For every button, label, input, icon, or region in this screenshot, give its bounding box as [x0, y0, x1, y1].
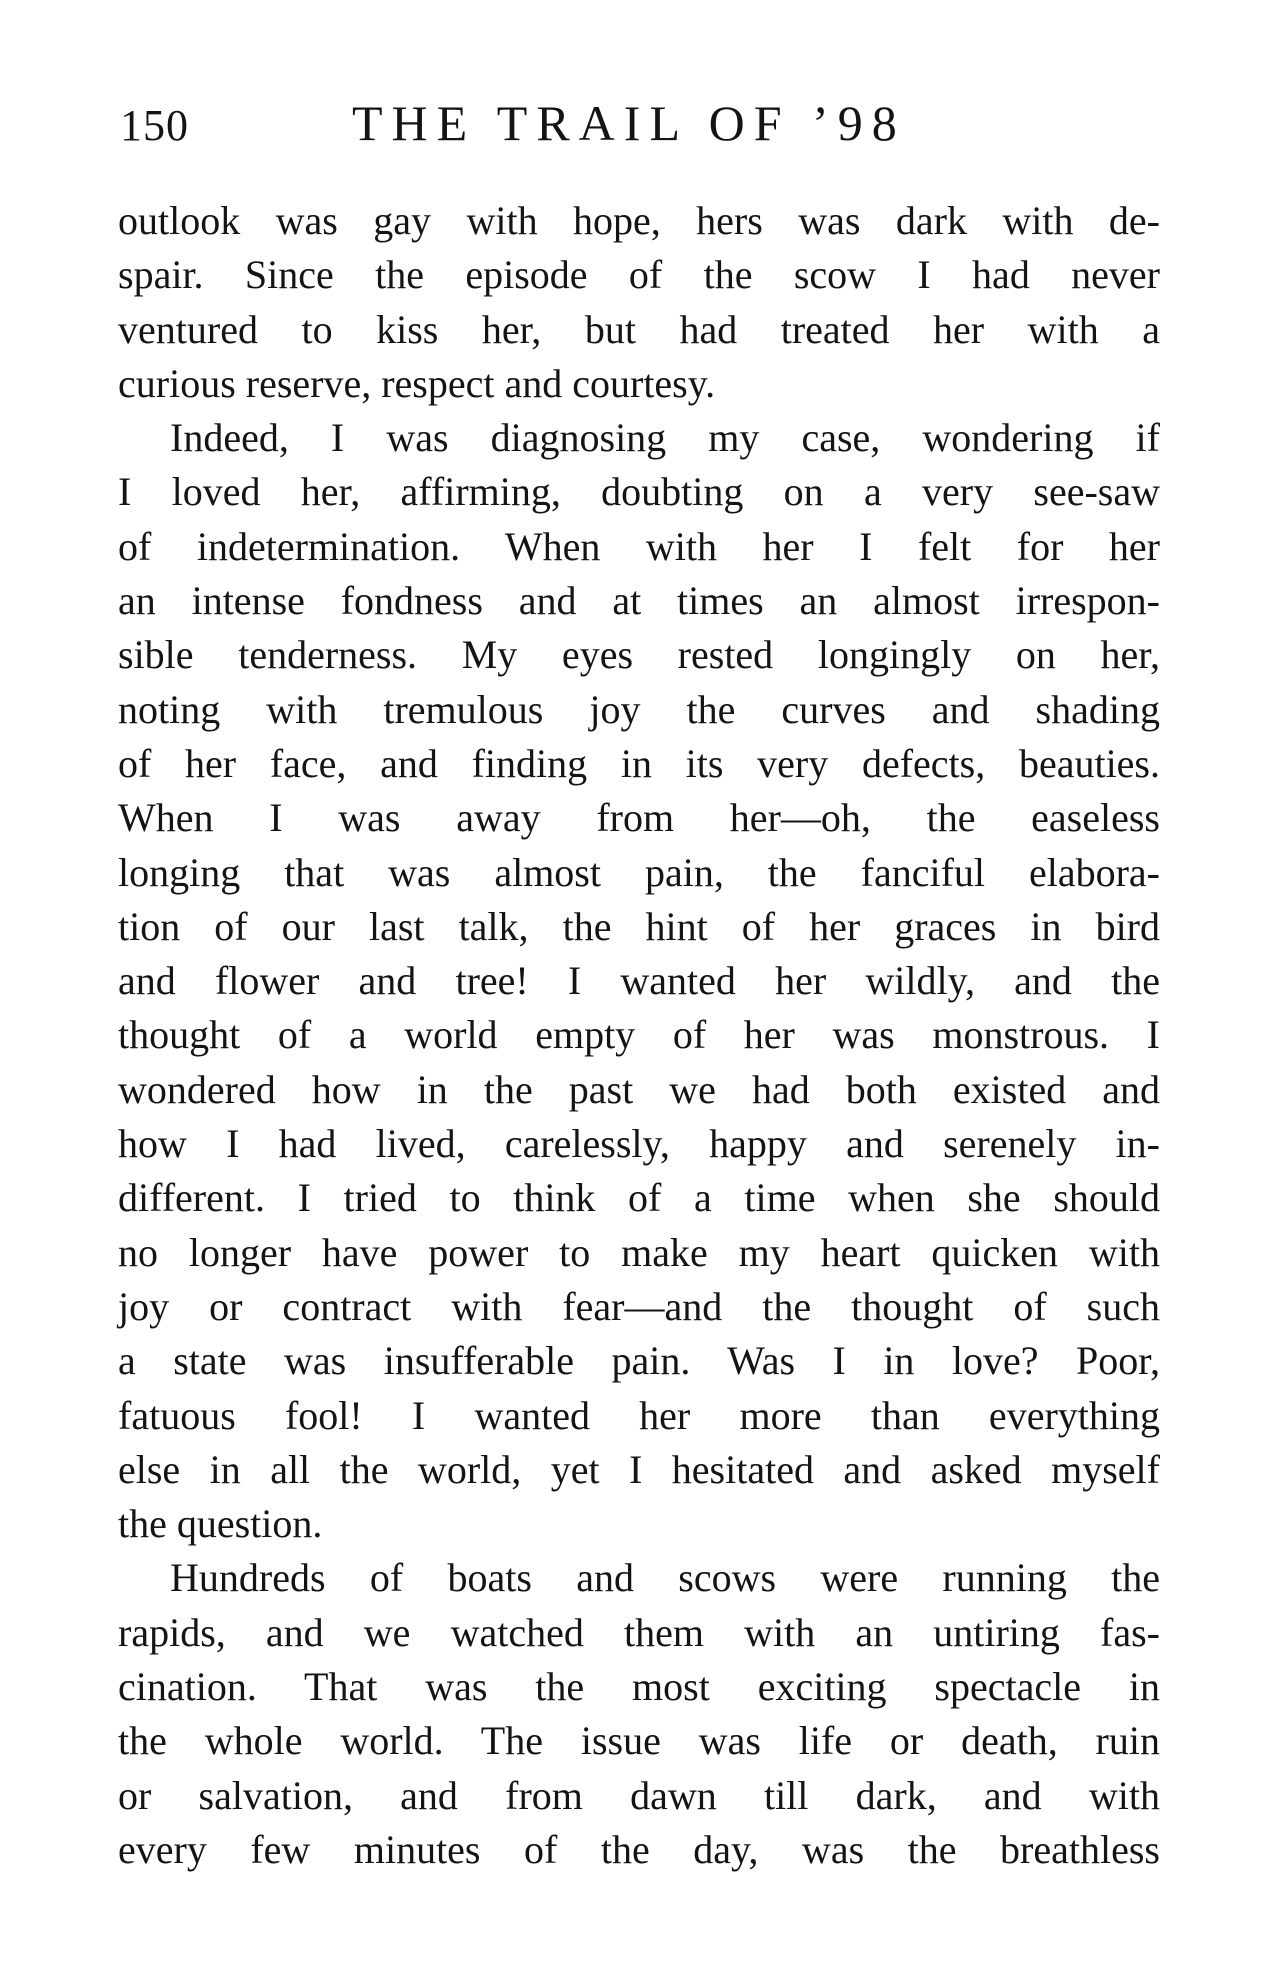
text-line: I loved her, affirming, doubting on a very see-saw — [118, 469, 1160, 515]
text-line: an intense fondness and at times an almost irrespon- — [118, 578, 1160, 624]
text-line: Hundreds of boats and scows were running the — [170, 1555, 1160, 1601]
text-line: the question. — [118, 1501, 323, 1547]
text-line: a state was insufferable pain. Was I in love? Poor, — [118, 1338, 1160, 1384]
text-line: outlook was gay with hope, hers was dark with de- — [118, 198, 1160, 243]
text-line: or salvation, and from dawn till dark, and with — [118, 1772, 1160, 1818]
text-line: how I had lived, carelessly, happy and serenely in- — [118, 1121, 1160, 1167]
text-line: no longer have power to make my heart quicken with — [118, 1229, 1160, 1275]
text-line: every few minutes of the day, was the breathless — [118, 1826, 1160, 1872]
text-line: the whole world. The issue was life or death, ruin — [118, 1718, 1160, 1764]
text-line: tion of our last talk, the hint of her graces in bird — [118, 903, 1160, 949]
text-line: curious reserve, respect and courtesy. — [118, 360, 716, 406]
text-line: spair. Since the episode of the scow I had never — [118, 252, 1160, 298]
text-line: rapids, and we watched them with an untiring fas- — [118, 1609, 1160, 1655]
text-line: wondered how in the past we had both existed and — [118, 1066, 1160, 1112]
text-line: sible tenderness. My eyes rested longingly on her, — [118, 632, 1160, 678]
text-line: cination. That was the most exciting spectacle in — [118, 1664, 1160, 1710]
text-line: noting with tremulous joy the curves and shading — [118, 686, 1160, 732]
text-line: else in all the world, yet I hesitated and asked myself — [118, 1446, 1160, 1492]
text-line: longing that was almost pain, the fanciful elabora- — [118, 849, 1160, 895]
text-line: and flower and tree! I wanted her wildly, and the — [118, 958, 1160, 1004]
text-line: fatuous fool! I wanted her more than everything — [118, 1392, 1160, 1438]
text-line: joy or contract with fear—and the thought of such — [118, 1283, 1160, 1329]
text-line: ventured to kiss her, but had treated her with a — [118, 306, 1160, 352]
body-text — [118, 194, 1160, 1877]
text-line: of indetermination. When with her I felt for her — [118, 523, 1160, 569]
running-title: THE TRAIL OF ’98 — [352, 95, 906, 151]
text-line: of her face, and finding in its very defects, beauties. — [118, 740, 1160, 786]
text-line: thought of a world empty of her was monstrous. I — [118, 1012, 1160, 1058]
text-line: When I was away from her—oh, the easeless — [118, 795, 1160, 841]
text-line: Indeed, I was diagnosing my case, wondering if — [170, 415, 1160, 461]
running-head — [120, 95, 1160, 160]
page-number: 150 — [120, 101, 189, 150]
text-line: different. I tried to think of a time when she should — [118, 1175, 1160, 1221]
